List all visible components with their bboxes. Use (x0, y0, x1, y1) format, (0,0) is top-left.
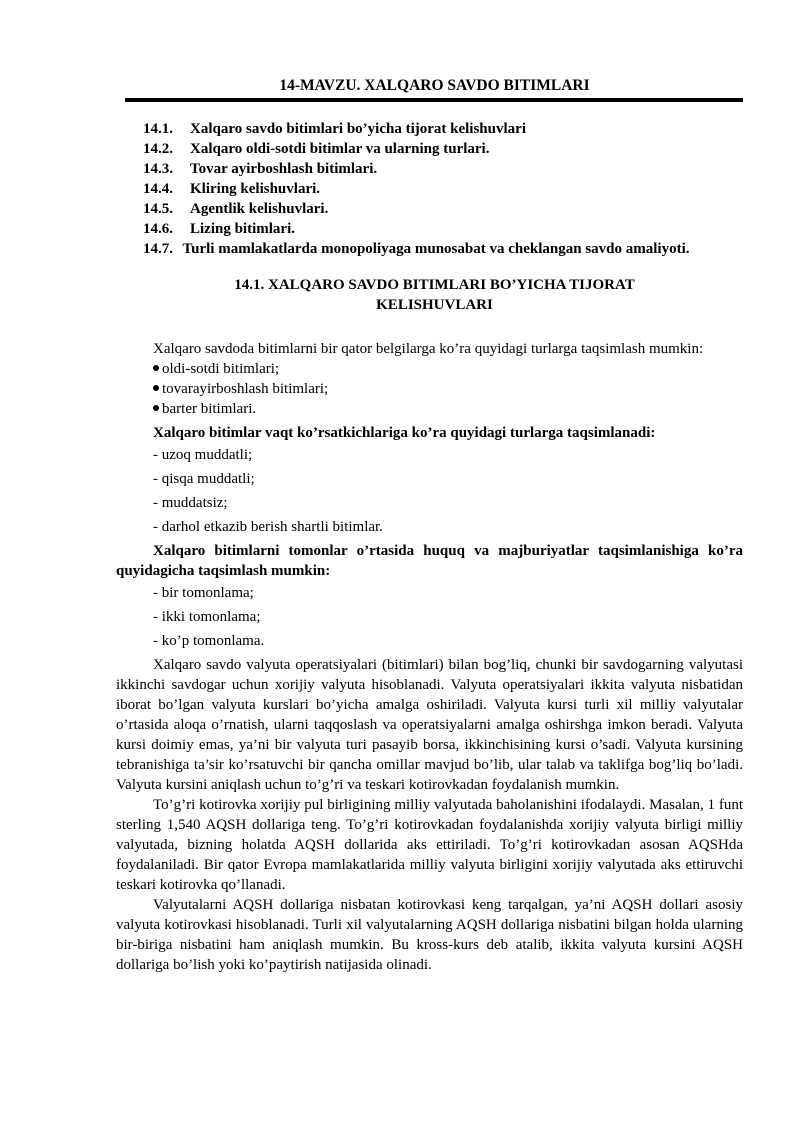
topic-title: 14-MAVZU. XALQARO SAVDO BITIMLARI (279, 77, 590, 94)
toc-number: 14.6. (143, 221, 173, 237)
toc-item (143, 179, 743, 199)
quotation-paragraph: To’g’ri kotirovka xorijiy pul birligining milliy valyutada baholanishini ifodalaydi. Masalan, 1 funt sterling 1,540 AQSH dollariga teng. To’g’ri kotirovkadan foydalanishda xorijiy valyuta birligi milliy valyutada, bizning holatda AQSH dollarida aks ettiriladi. To’g’ri kotirovkadan asosan AQSHda foydalaniladi. Bir qator Evropa mamlakatlarida milliy valyuta birligini xorijiy valyutada aks ettiruvchi teskari kotirovka qo’llanadi. (116, 797, 743, 893)
toc-number: 14.1. (143, 121, 173, 137)
toc-text: Xalqaro savdo bitimlari bo’yicha tijorat kelishuvlari (190, 121, 526, 137)
toc-number: 14.7. (143, 241, 173, 257)
list-item: - darhol etkazib berish shartli bitimlar. (153, 519, 383, 535)
list-item: - muddatsiz; (153, 495, 228, 511)
deal-types-list (153, 359, 743, 419)
toc-item (143, 119, 743, 139)
bullet-icon (153, 365, 159, 371)
document-page (116, 0, 743, 315)
toc-item (143, 239, 743, 259)
toc-number: 14.5. (143, 201, 173, 217)
intro-text: Xalqaro savdoda bitimlarni bir qator belgilarga ko’ra quyidagi turlarga taqsimlash mumkin: (153, 341, 704, 357)
list-item: - ko’p tomonlama. (153, 633, 265, 649)
section-title-line: 14.1. XALQARO SAVDO BITIMLARI BO’YICHA TIJORAT (234, 277, 635, 293)
bullet-icon (153, 385, 159, 391)
toc-item (143, 139, 743, 159)
table-of-contents (143, 119, 743, 259)
list-item: - bir tomonlama; (153, 585, 254, 601)
bullet-icon (153, 405, 159, 411)
rights-heading: Xalqaro bitimlarni tomonlar o’rtasida huquq va majburiyatlar taqsimlanishiga ko’ra quyidagicha taqsimlash mumkin: (116, 543, 743, 579)
toc-text: Turli mamlakatlarda monopoliyaga munosabat va cheklangan savdo amaliyoti. (182, 241, 690, 257)
toc-text: Tovar ayirboshlash bitimlari. (190, 161, 378, 177)
list-item: - qisqa muddatli; (153, 471, 255, 487)
section-content (116, 339, 743, 975)
section-title-line: KELISHUVLARI (376, 297, 493, 313)
toc-text: Kliring kelishuvlari. (190, 181, 321, 197)
list-item: oldi-sotdi bitimlari; (153, 359, 743, 379)
title-rule (125, 98, 743, 102)
toc-text: Agentlik kelishuvlari. (190, 201, 329, 217)
list-item: barter bitimlari. (153, 399, 743, 419)
list-item: tovarayirboshlash bitimlari; (153, 379, 743, 399)
toc-number: 14.4. (143, 181, 173, 197)
toc-number: 14.2. (143, 141, 173, 157)
section-title (116, 275, 743, 315)
toc-item (143, 159, 743, 179)
list-item: - uzoq muddatli; (153, 447, 253, 463)
rights-list (153, 583, 743, 651)
time-list (153, 445, 743, 537)
list-item: - ikki tomonlama; (153, 609, 261, 625)
cross-rate-paragraph: Valyutalarni AQSH dollariga nisbatan kotirovkasi keng tarqalgan, ya’ni AQSH dollari asosiy valyuta kotirovkasi hisoblanadi. Turli xil valyutalarning AQSH dollariga nisbatini bilgan holda ularning bir-biriga nisbatini ham aniqlash mumkin. Bu kross-kurs deb atalib, ikkita valyuta kursini AQSH dollariga bo’lish yoki ko’paytirish natijasida olinadi. (116, 897, 743, 973)
toc-text: Xalqaro oldi-sotdi bitimlar va ularning turlari. (190, 141, 490, 157)
intro-paragraph (116, 339, 743, 359)
currency-paragraph: Xalqaro savdo valyuta operatsiyalari (bitimlari) bilan bog’liq, chunki bir savdogarning valyutasi ikkinchi savdogar uchun xorijiy valyuta hisoblanadi. Valyuta operatsiyalari ikkita valyuta nisbatidan iborat bo’lgan valyuta kurslari bo’yicha amalga oshiriladi. Valyuta kursi turli xil milliy valyutalar o’rtasida aloqa o’rnatish, ularni taqqoslash va operatsiyalarni amalga oshirshga imkon beradi. Valyuta kursi doimiy emas, ya’ni bir valyuta turi pasayib borsa, ikkinchisining kursi o’sadi. Valyuta kursining tebranishiga ta’sir ko’rsatuvchi bir qancha omillar mavjud bo’lib, ular talab va taklifga bog’liq bo’ladi. Valyuta kursini aniqlash uchun to’g’ri va teskari kotirovkadan foydalanish mumkin. (116, 657, 743, 793)
toc-number: 14.3. (143, 161, 173, 177)
toc-item (143, 199, 743, 219)
toc-item (143, 219, 743, 239)
toc-text: Lizing bitimlari. (190, 221, 295, 237)
time-heading: Xalqaro bitimlar vaqt ko’rsatkichlariga ko’ra quyidagi turlarga taqsimlanadi: (153, 425, 656, 441)
